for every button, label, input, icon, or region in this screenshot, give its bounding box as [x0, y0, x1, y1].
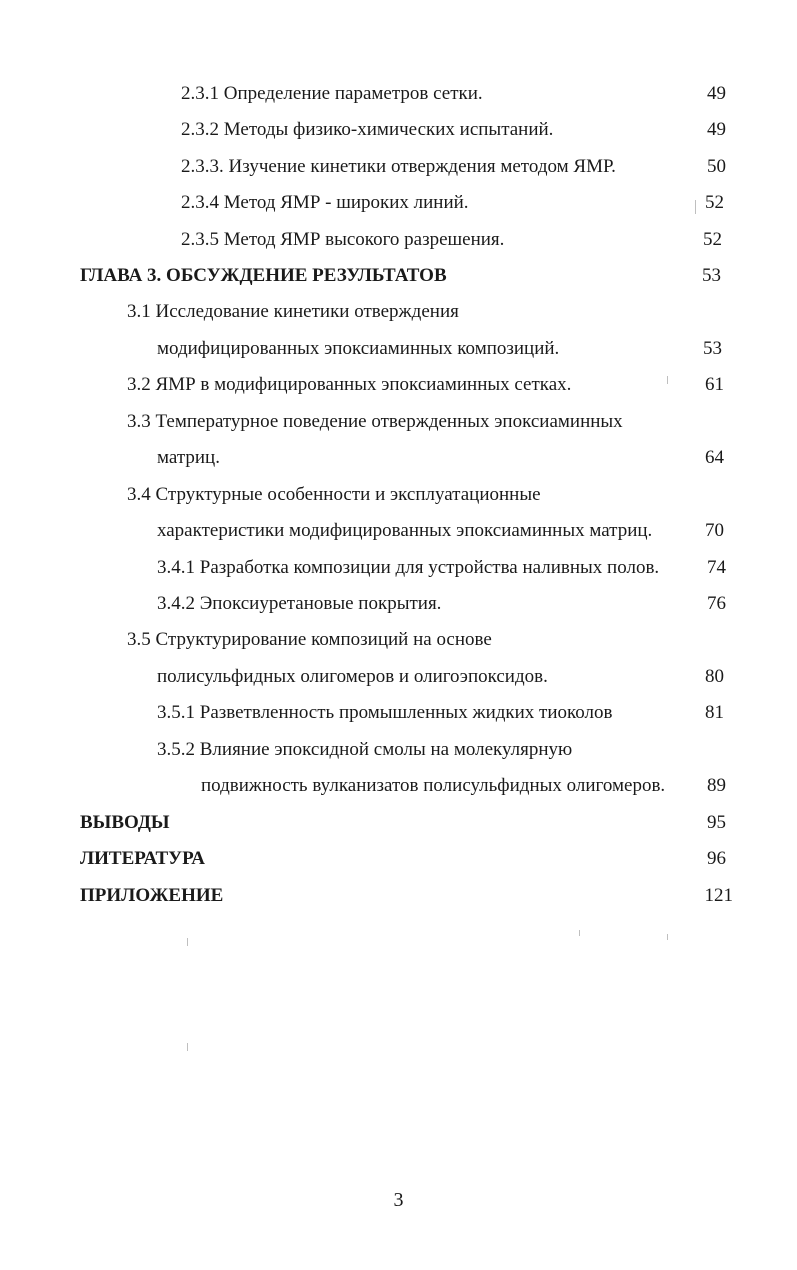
toc-section-title: ЛИТЕРАТУРА — [80, 848, 206, 869]
toc-entry-page: 49 — [707, 83, 726, 104]
scan-speck — [695, 200, 696, 214]
toc-entry-page: 52 — [703, 229, 722, 250]
toc-entry-page: 74 — [707, 557, 726, 578]
toc-entry-title: 3.3 Температурное поведение отвержденных эпоксиаминных — [127, 411, 623, 432]
toc-entry-page: 96 — [707, 848, 726, 869]
toc-entry-page: 70 — [705, 520, 724, 541]
toc-entry-title: 2.3.2 Методы физико-химических испытаний. — [181, 119, 554, 140]
toc-entry-title-continued: матриц. — [157, 447, 220, 468]
toc-entry-title-continued: подвижность вулканизатов полисульфидных олигомеров. — [201, 775, 666, 796]
toc-entry-page: 49 — [707, 119, 726, 140]
toc-entry-page: 81 — [705, 702, 724, 723]
toc-entry-title: 3.4.2 Эпоксиуретановые покрытия. — [157, 593, 442, 614]
toc-entry-page: 76 — [707, 593, 726, 614]
toc-entry-title: 3.2 ЯМР в модифицированных эпоксиаминных сетках. — [127, 374, 572, 395]
page-number: 3 — [393, 1189, 404, 1211]
toc-entry-title: 2.3.3. Изучение кинетики отверждения методом ЯМР. — [181, 156, 616, 177]
toc-entry-title-continued: модифицированных эпоксиаминных композиций. — [157, 338, 560, 359]
toc-entry-page: 50 — [707, 156, 726, 177]
toc-entry-page: 121 — [704, 885, 733, 906]
scan-speck — [579, 930, 580, 936]
toc-entry-page: 64 — [705, 447, 724, 468]
toc-entry-title: 3.1 Исследование кинетики отверждения — [127, 301, 459, 322]
toc-entry-page: 89 — [707, 775, 726, 796]
toc-entry-title: 2.3.1 Определение параметров сетки. — [181, 83, 483, 104]
toc-section-title: ПРИЛОЖЕНИЕ — [80, 885, 224, 906]
toc-entry-page: 61 — [705, 374, 724, 395]
scan-speck — [187, 1043, 188, 1051]
scan-speck — [667, 934, 668, 940]
scan-speck — [187, 938, 188, 946]
toc-entry-title-continued: полисульфидных олигомеров и олигоэпоксидов. — [157, 666, 548, 687]
toc-entry-title: 3.4.1 Разработка композиции для устройства наливных полов. — [157, 557, 660, 578]
scan-speck — [667, 376, 668, 384]
toc-entry-title: 2.3.5 Метод ЯМР высокого разрешения. — [181, 229, 505, 250]
toc-section-title: ВЫВОДЫ — [80, 812, 170, 833]
toc-entry-title: 3.5.2 Влияние эпоксидной смолы на молекулярную — [157, 739, 573, 760]
toc-entry-title-continued: характеристики модифицированных эпоксиаминных матриц. — [157, 520, 653, 541]
toc-entry-title: 2.3.4 Метод ЯМР - широких линий. — [181, 192, 469, 213]
toc-entry-title: 3.5.1 Разветвленность промышленных жидких тиоколов — [157, 702, 613, 723]
toc-chapter-title: ГЛАВА 3. ОБСУЖДЕНИЕ РЕЗУЛЬТАТОВ — [80, 265, 447, 286]
toc-entry-title: 3.5 Структурирование композиций на основе — [127, 629, 492, 650]
toc-entry-page: 95 — [707, 812, 726, 833]
toc-entry-page: 80 — [705, 666, 724, 687]
toc-entry-title: 3.4 Структурные особенности и эксплуатационные — [127, 484, 541, 505]
toc-entry-page: 53 — [703, 338, 722, 359]
toc-entry-page: 52 — [705, 192, 724, 213]
toc-entry-page: 53 — [702, 265, 721, 286]
